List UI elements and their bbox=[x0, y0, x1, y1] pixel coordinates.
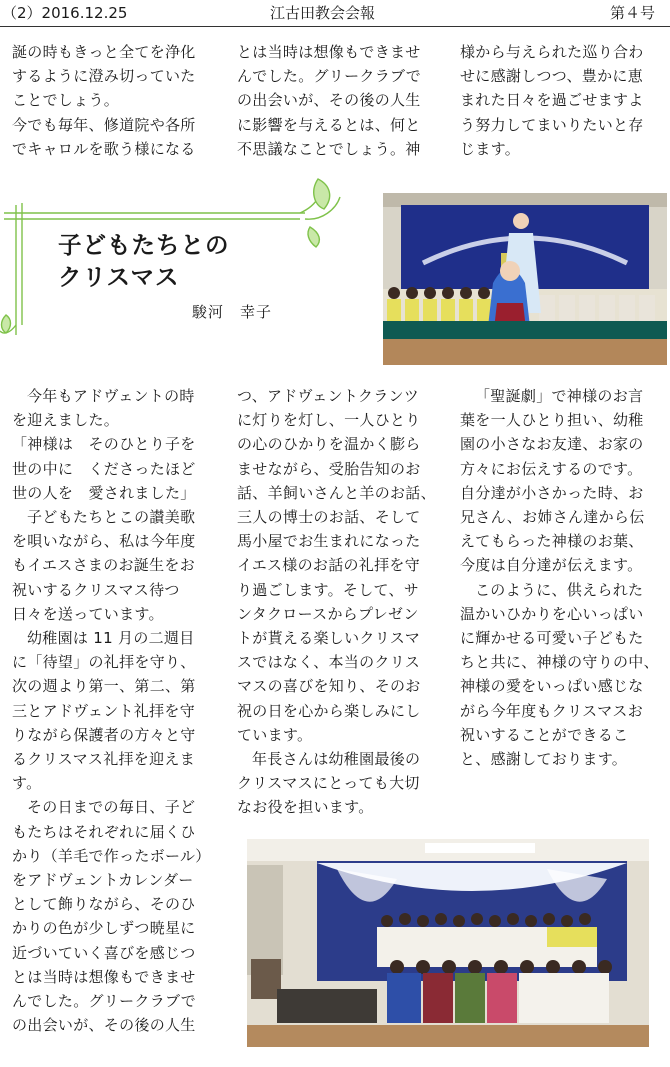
text-line: トが貰える楽しいクリスマ bbox=[237, 629, 421, 648]
article-author: 駿河 幸子 bbox=[192, 303, 273, 321]
text-line: う努力してまいりたいと存 bbox=[460, 115, 644, 134]
text-line: 兄さん、お姉さん達から伝 bbox=[460, 508, 645, 527]
text-line: として飾りながら、そのひ bbox=[12, 895, 196, 914]
text-line: り過ごします。そして、サ bbox=[237, 580, 420, 599]
text-line: スではなく、本当のクリス bbox=[237, 653, 421, 672]
text-line: じます。 bbox=[460, 139, 521, 158]
text-line: かりの色が少しずつ暁星に bbox=[12, 919, 196, 938]
title-line-1: 子どもたちとの bbox=[58, 231, 230, 259]
text-line: を迎えました。 bbox=[12, 411, 120, 430]
text-line: 自分達が小さかった時、お bbox=[460, 483, 644, 502]
text-line: の心のひかりを温かく膨ら bbox=[237, 435, 421, 454]
text-line: マスの喜びを知り、そのお bbox=[237, 677, 421, 696]
text-line: をアドヴェントカレンダー bbox=[12, 871, 194, 890]
text-line: つ、アドヴェントクランツ bbox=[237, 387, 420, 405]
text-line: 神様の愛をいっぱい感じな bbox=[460, 677, 644, 696]
text-line: えてもらった神様のお葉、 bbox=[460, 532, 644, 551]
issue-number: 第４号 bbox=[610, 4, 656, 22]
text-line: その日までの毎日、子ど bbox=[27, 798, 196, 817]
text-line: 祝いすることができるこ bbox=[460, 725, 629, 744]
text-line: なお役を担います。 bbox=[237, 798, 374, 817]
text-line: るクリスマス礼拝を迎えま bbox=[12, 750, 196, 769]
text-line: 葉を一人ひとり担い、幼稚 bbox=[460, 411, 644, 430]
text-line: がら今年度もクリスマスお bbox=[460, 701, 644, 720]
top-column-1 bbox=[12, 40, 227, 161]
text-line: んでした。グリークラブで bbox=[237, 67, 422, 86]
text-line: を唄いながら、私は今年度 bbox=[12, 532, 196, 551]
text-line: 三人の博士のお話、そして bbox=[237, 508, 421, 527]
text-line: りながら保護者の方々と守 bbox=[12, 725, 196, 744]
text-line: の出会いが、その後の人生 bbox=[237, 91, 421, 110]
text-line: このように、供えられた bbox=[475, 580, 644, 599]
text-line: 方々にお伝えするのです。 bbox=[460, 459, 643, 478]
text-line: 祝いするクリスマス待つ bbox=[12, 580, 180, 599]
article-column-1 bbox=[12, 384, 230, 1037]
text-line: もたちはそれぞれに届くひ bbox=[12, 822, 196, 841]
top-column-2 bbox=[237, 40, 452, 161]
text-line: とは当時は想像もできませ bbox=[237, 43, 421, 61]
text-line: 話、羊飼いさんと羊のお話、 bbox=[237, 483, 436, 502]
newsletter-name: 江古田教会会報 bbox=[270, 4, 376, 22]
text-line: に輝かせる可愛い子どもた bbox=[460, 629, 644, 648]
text-line: イエス様のお話の礼拝を守 bbox=[237, 556, 421, 575]
nativity-play-photo bbox=[383, 193, 667, 365]
article-column-2 bbox=[237, 384, 455, 820]
group-photo bbox=[247, 839, 649, 1047]
text-line: 子どもたちとこの讃美歌 bbox=[27, 508, 196, 527]
text-line: 近づいていく喜びを感じつ bbox=[12, 943, 196, 962]
text-line: ませながら、受胎告知のお bbox=[237, 459, 421, 478]
text-line: ことでしょう。 bbox=[12, 91, 120, 110]
text-line: 様から与えられた巡り合わ bbox=[460, 43, 644, 61]
text-line: ています。 bbox=[237, 725, 313, 744]
text-line: せに感謝しつつ、豊かに恵 bbox=[460, 67, 644, 86]
title-line-2: クリスマス bbox=[58, 263, 180, 291]
text-line: 今度は自分達が伝えます。 bbox=[460, 556, 643, 575]
page-number-date: （2）2016.12.25 bbox=[2, 4, 128, 22]
text-line: す。 bbox=[12, 774, 42, 793]
text-line: 日々を送っています。 bbox=[12, 604, 164, 623]
page-header bbox=[0, 0, 670, 27]
text-line: 三とアドヴェント礼拝を守 bbox=[12, 701, 196, 720]
text-line: でキャロルを歌う様になる bbox=[12, 139, 196, 158]
text-line: 世の中に くださったほど bbox=[12, 459, 196, 478]
text-line: 馬小屋でお生まれになった bbox=[237, 532, 421, 551]
text-line: に灯りを灯し、一人ひとり bbox=[237, 411, 421, 430]
text-line: するように澄み切っていた bbox=[12, 67, 196, 86]
text-line: 祝の日を心から楽しみにし bbox=[237, 701, 421, 720]
text-line: 「聖誕劇」で神様のお言 bbox=[475, 387, 644, 405]
text-line: 次の週より第一、第二、第 bbox=[12, 677, 196, 696]
text-line: とは当時は想像もできませ bbox=[12, 967, 196, 986]
text-line: 温かいひかりを心いっぱい bbox=[460, 604, 644, 623]
text-line: 年長さんは幼稚園最後の bbox=[252, 750, 421, 769]
text-line: 不思議なことでしょう。神 bbox=[237, 139, 421, 158]
text-line: かり（羊毛で作ったボール） bbox=[12, 846, 211, 865]
top-column-3 bbox=[460, 40, 668, 161]
text-line: の出会いが、その後の人生 bbox=[12, 1016, 196, 1035]
text-line: ちと共に、神様の守りの中、 bbox=[460, 653, 659, 672]
text-line: 世の人を 愛されました」 bbox=[12, 483, 196, 502]
text-line: もイエスさまのお誕生をお bbox=[12, 556, 196, 575]
text-line: まれた日々を過ごせますよ bbox=[460, 91, 644, 110]
text-line: に「待望」の礼拝を守り、 bbox=[12, 653, 196, 672]
text-line: ンタクロースからプレゼン bbox=[237, 604, 419, 623]
text-line: 誕の時もきっと全てを浄化 bbox=[12, 43, 196, 61]
text-line: クリスマスにとっても大切 bbox=[237, 774, 420, 793]
text-line: 「神様は そのひとり子を bbox=[12, 435, 196, 454]
text-line: に影響を与えるとは、何と bbox=[237, 115, 421, 134]
text-line: と、感謝しております。 bbox=[460, 750, 628, 769]
article-title bbox=[58, 229, 230, 293]
text-line: 園の小さなお友達、お家の bbox=[460, 435, 644, 454]
text-line: んでした。グリークラブで bbox=[12, 992, 197, 1011]
text-line: 幼稚園は 11 月の二週目 bbox=[27, 629, 195, 648]
article-column-3 bbox=[460, 384, 668, 771]
text-line: 今年もアドヴェントの時 bbox=[27, 387, 195, 405]
text-line: 今でも毎年、修道院や各所 bbox=[12, 115, 196, 134]
